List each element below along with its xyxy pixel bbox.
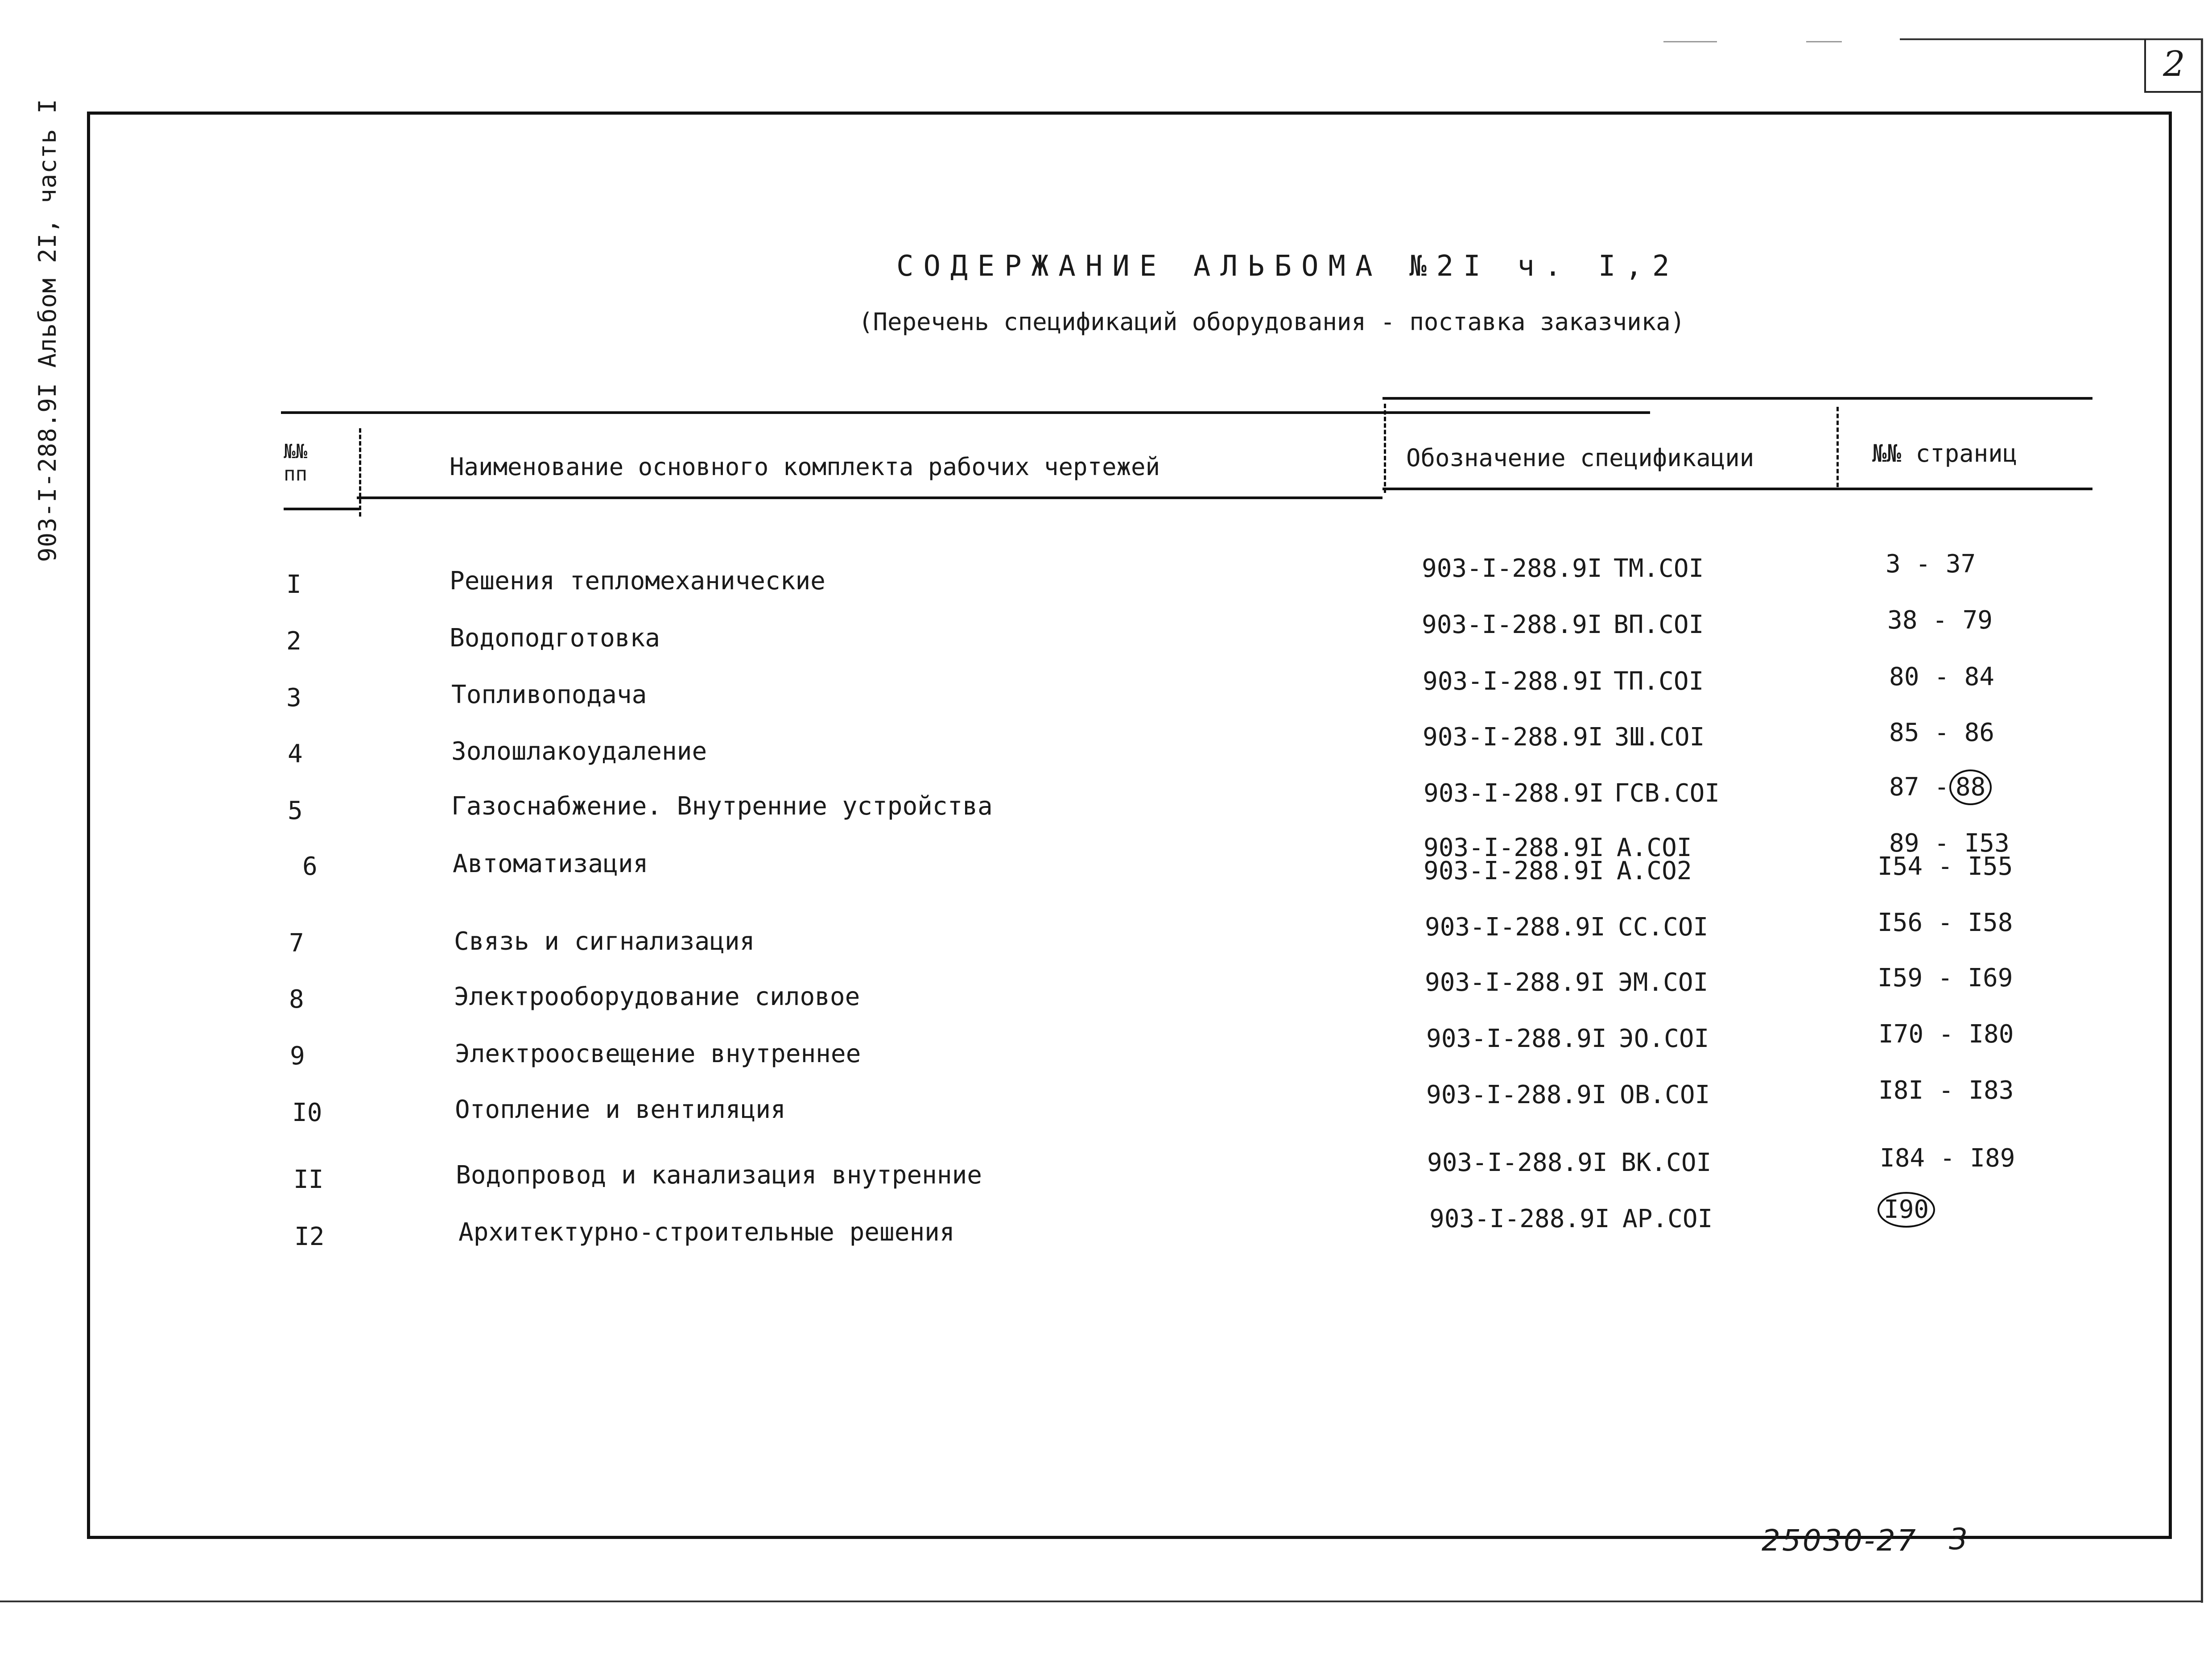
- row-number: 5: [288, 796, 303, 825]
- table-header-bottom-rule-num: [284, 508, 359, 510]
- table-top-rule-left: [281, 411, 1650, 414]
- row-number: I0: [292, 1098, 322, 1127]
- header-num-line1: №№: [284, 440, 307, 463]
- row-pages: 3 - 37: [1886, 550, 1976, 579]
- row-pages: 80 - 84: [1889, 662, 1995, 691]
- row-code: ЭО.COI: [1619, 1024, 1709, 1053]
- header-pages: №№ страниц: [1872, 439, 2018, 467]
- row-code: ВК.COI: [1621, 1148, 1712, 1177]
- header-spec: Обозначение спецификации: [1406, 444, 1754, 472]
- row-pages: [1889, 769, 1992, 805]
- sheet-number: 2: [2144, 39, 2202, 93]
- row-number: I2: [294, 1222, 325, 1251]
- row-number: II: [293, 1165, 324, 1194]
- row-code: СС.COI: [1618, 913, 1709, 942]
- row-spec: 903-I-288.9I: [1427, 1148, 1608, 1177]
- row-spec: 903-I-288.9I: [1425, 913, 1605, 942]
- row-name: Водоподготовка: [450, 624, 660, 653]
- row-name: Автоматизация: [453, 849, 648, 878]
- row-spec: 903-I-288.9I: [1423, 667, 1603, 696]
- header-num-line2: пп: [284, 463, 307, 485]
- row-name: Связь и сигнализация: [454, 927, 755, 956]
- row-pages: I56 - I58: [1878, 908, 2013, 937]
- row-spec: 903-I-288.9I: [1424, 833, 1604, 862]
- faint-mark: [1663, 41, 1717, 42]
- table-header-bottom-rule-left: [357, 496, 1382, 499]
- row-number: 6: [302, 852, 318, 881]
- row-spec: 903-I-288.9I: [1429, 1204, 1610, 1233]
- header-name: Наименование основного комплекта рабочих чертежей: [450, 453, 1160, 481]
- header-divider-2: [1384, 404, 1386, 493]
- row-pages: 85 - 86: [1889, 718, 1995, 747]
- row-number: I: [286, 570, 301, 599]
- row-spec: 903-I-288.9I: [1425, 968, 1605, 997]
- row-code: ГСВ.COI: [1614, 779, 1720, 808]
- row-name: Решения тепломеханические: [450, 567, 825, 596]
- row-number: 7: [289, 929, 304, 958]
- outer-border-bottom: [0, 1601, 2203, 1602]
- row-pages: I8I - I83: [1878, 1076, 2014, 1105]
- row-pages: 89 - I53: [1889, 829, 2010, 858]
- row-spec: 903-I-288.9I: [1422, 554, 1602, 583]
- row-spec: 903-I-288.9I: [1424, 779, 1604, 808]
- page-title: СОДЕРЖАНИЕ АЛЬБОМА №2I ч. I,2: [896, 250, 1680, 283]
- row-code: ОВ.COI: [1620, 1080, 1710, 1109]
- row-name: Золошлакоудаление: [451, 737, 707, 766]
- row-pages: I70 - I80: [1878, 1020, 2014, 1049]
- row-pages-prefix: 87 -: [1889, 773, 1949, 802]
- row-number: 2: [286, 627, 301, 656]
- header-divider-1: [359, 428, 361, 517]
- row-number: 4: [288, 740, 303, 769]
- row-code: А.COI: [1617, 833, 1692, 862]
- row-code: АР.COI: [1622, 1204, 1713, 1233]
- outer-border-right: [2201, 39, 2203, 1603]
- row-code: ТМ.COI: [1614, 554, 1704, 583]
- table-top-rule-right: [1382, 397, 2092, 400]
- row-name: Газоснабжение. Внутренние устройства: [451, 792, 993, 821]
- header-divider-3: [1836, 407, 1839, 487]
- row-pages: [1878, 1192, 1935, 1228]
- side-label: 903-I-288.9I Альбом 2I, часть I: [33, 99, 62, 562]
- page-subtitle: (Перечень спецификаций оборудования - поставка заказчика): [858, 308, 1685, 336]
- row-number: 9: [290, 1042, 305, 1071]
- row-code-2: А.CO2: [1617, 856, 1692, 885]
- row-code: ТП.COI: [1614, 667, 1704, 696]
- row-spec: 903-I-288.9I: [1422, 610, 1602, 639]
- row-code: ЭМ.COI: [1618, 968, 1709, 997]
- faint-mark: [1806, 41, 1842, 42]
- row-spec: 903-I-288.9I: [1426, 1024, 1607, 1053]
- row-code: ВП.COI: [1614, 610, 1704, 639]
- row-pages: 38 - 79: [1887, 606, 1993, 635]
- table-header-bottom-rule-right: [1382, 488, 2092, 490]
- document-code: 25030-27: [1762, 1523, 1918, 1558]
- row-number: 8: [289, 985, 304, 1014]
- row-pages-2: I54 - I55: [1878, 852, 2013, 881]
- row-name: Топливоподача: [451, 680, 647, 709]
- circled-page-number: I90: [1878, 1192, 1935, 1228]
- row-spec: 903-I-288.9I: [1423, 723, 1603, 752]
- row-name: Водопровод и канализация внутренние: [456, 1161, 982, 1190]
- row-spec-2: 903-I-288.9I: [1424, 856, 1604, 885]
- row-number: 3: [286, 683, 301, 712]
- row-name: Электрооборудование силовое: [454, 982, 860, 1011]
- row-pages: I59 - I69: [1878, 964, 2013, 993]
- row-name: Архитектурно-строительные решения: [458, 1218, 955, 1247]
- page-number: 3: [1949, 1522, 1968, 1556]
- circled-page-number: 88: [1949, 769, 1992, 805]
- row-name: Отопление и вентиляция: [455, 1095, 786, 1124]
- row-spec: 903-I-288.9I: [1426, 1080, 1607, 1109]
- row-code: ЗШ.COI: [1614, 723, 1705, 752]
- row-name: Электроосвещение внутреннее: [455, 1039, 861, 1068]
- row-pages: I84 - I89: [1880, 1144, 2015, 1173]
